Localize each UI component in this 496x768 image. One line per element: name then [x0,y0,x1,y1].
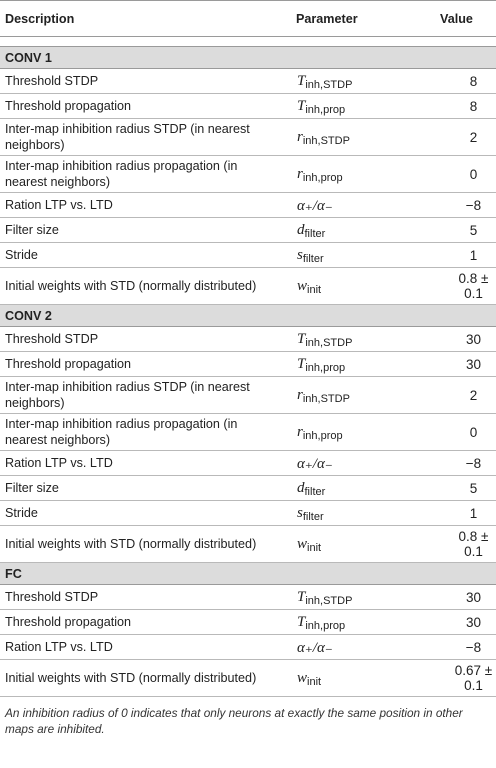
parameter-subscript: init [307,675,322,688]
row-description: Inter-map inhibition radius STDP (in nearest neighbors) [5,122,250,152]
table-footnote: An inhibition radius of 0 indicates that only neurons at exactly the same position in other maps are inhibited. [5,706,463,736]
row-value: 5 [469,480,478,496]
row-description: Stride [5,506,38,520]
table-row [0,193,496,218]
row-value: 0.8 ± 0.1 [458,529,489,559]
row-value: 5 [469,222,478,238]
row-description: Ration LTP vs. LTD [5,456,113,470]
row-value: 2 [469,387,478,403]
parameter-subscript: init [307,283,322,296]
table-row [0,268,496,305]
parameter-symbol: d [297,221,305,238]
row-parameter [280,670,415,687]
row-value: 0.8 ± 0.1 [458,271,489,301]
row-description: Filter size [5,223,59,237]
row-parameter [280,166,415,183]
parameter-subscript: inh,prop [302,429,343,442]
row-parameter [280,536,415,553]
row-parameter [280,129,415,146]
parameter-symbol: r [297,128,303,145]
table-row [0,635,496,660]
row-parameter [280,356,415,373]
parameter-symbol: T [297,355,306,372]
parameter-symbol: w [297,535,308,552]
table-row [0,660,496,697]
row-value: 0 [469,424,478,440]
parameter-subscript: filter [304,227,326,240]
parameter-subscript: init [307,541,322,554]
row-parameter [280,98,415,115]
row-parameter [280,73,415,90]
row-value: −8 [465,455,482,471]
row-description: Initial weights with STD (normally distributed) [5,537,257,551]
row-parameter [280,589,415,606]
parameter-subscript: inh,STDP [302,392,350,405]
header-value: Value [440,11,473,26]
row-parameter [280,331,415,348]
table-row [0,476,496,501]
parameter-symbol: s [297,504,303,521]
table-row [0,243,496,268]
parameter-subscript: inh,STDP [302,134,350,147]
row-description: Stride [5,248,38,262]
row-parameter [280,247,415,264]
header-gap [0,37,496,47]
row-description: Inter-map inhibition radius propagation (in nearest neighbors) [5,417,238,447]
row-description: Threshold propagation [5,357,132,371]
row-value: 2 [469,129,478,145]
parameter-subscript: filter [304,485,326,498]
row-parameter [280,480,415,497]
table-row [0,156,496,193]
table-row [0,327,496,352]
section-title: FC [5,566,22,581]
row-description: Threshold propagation [5,615,132,629]
table-row [0,218,496,243]
header-parameter: Parameter [296,11,358,26]
parameter-subscript: inh,prop [305,103,346,116]
parameter-symbol: r [297,386,303,403]
row-description: Inter-map inhibition radius STDP (in nearest neighbors) [5,380,250,410]
parameter-subscript: inh,prop [302,171,343,184]
parameter-subscript: inh,STDP [305,594,353,607]
row-description: Inter-map inhibition radius propagation (in nearest neighbors) [5,159,238,189]
header-description: Description [5,11,75,26]
row-value: 0 [469,166,478,182]
parameter-symbol: α₊/α₋ [297,639,333,656]
table-row [0,119,496,156]
parameter-symbol: T [297,330,306,347]
row-parameter [280,196,415,215]
row-description: Initial weights with STD (normally distributed) [5,671,257,685]
parameter-symbol: T [297,72,306,89]
section-header [0,47,496,69]
parameter-subscript: inh,STDP [305,336,353,349]
table-row [0,451,496,476]
row-value: 8 [469,98,478,114]
row-value: 30 [465,589,482,605]
table-header [0,0,496,37]
table-body [0,47,496,697]
row-parameter [280,387,415,404]
parameter-symbol: T [297,613,306,630]
section-title: CONV 1 [5,50,52,65]
parameter-symbol: α₊/α₋ [297,197,333,214]
row-value: 0.67 ± 0.1 [454,663,493,693]
row-value: 30 [465,356,482,372]
table-row [0,69,496,94]
row-value: −8 [465,197,482,213]
row-value: 30 [465,614,482,630]
parameter-symbol: d [297,479,305,496]
row-value: 30 [465,331,482,347]
parameter-subscript: inh,prop [305,619,346,632]
row-value: 1 [469,247,478,263]
parameter-subscript: filter [302,252,324,265]
parameter-symbol: r [297,423,303,440]
row-description: Threshold propagation [5,99,132,113]
parameter-symbol: w [297,277,308,294]
section-header [0,563,496,585]
parameter-symbol: w [297,669,308,686]
row-parameter [280,614,415,631]
row-parameter [280,424,415,441]
row-description: Threshold STDP [5,74,99,88]
row-value: 1 [469,505,478,521]
table-row [0,414,496,451]
table-row [0,94,496,119]
parameter-subscript: filter [302,510,324,523]
row-parameter [280,222,415,239]
row-description: Ration LTP vs. LTD [5,198,113,212]
row-parameter [280,505,415,522]
row-description: Threshold STDP [5,332,99,346]
row-value: 8 [469,73,478,89]
row-parameter [280,454,415,473]
parameter-symbol: T [297,588,306,605]
parameter-subscript: inh,STDP [305,78,353,91]
table-row [0,377,496,414]
parameter-subscript: inh,prop [305,361,346,374]
row-description: Initial weights with STD (normally distributed) [5,279,257,293]
row-description: Threshold STDP [5,590,99,604]
parameter-symbol: α₊/α₋ [297,455,333,472]
row-description: Filter size [5,481,59,495]
parameter-symbol: s [297,246,303,263]
row-parameter [280,638,415,657]
table-row [0,610,496,635]
table-row [0,501,496,526]
parameter-symbol: r [297,165,303,182]
parameter-symbol: T [297,97,306,114]
section-header [0,305,496,327]
table-row [0,352,496,377]
table-row [0,526,496,563]
row-value: −8 [465,639,482,655]
row-description: Ration LTP vs. LTD [5,640,113,654]
row-parameter [280,278,415,295]
table-row [0,585,496,610]
section-title: CONV 2 [5,308,52,323]
